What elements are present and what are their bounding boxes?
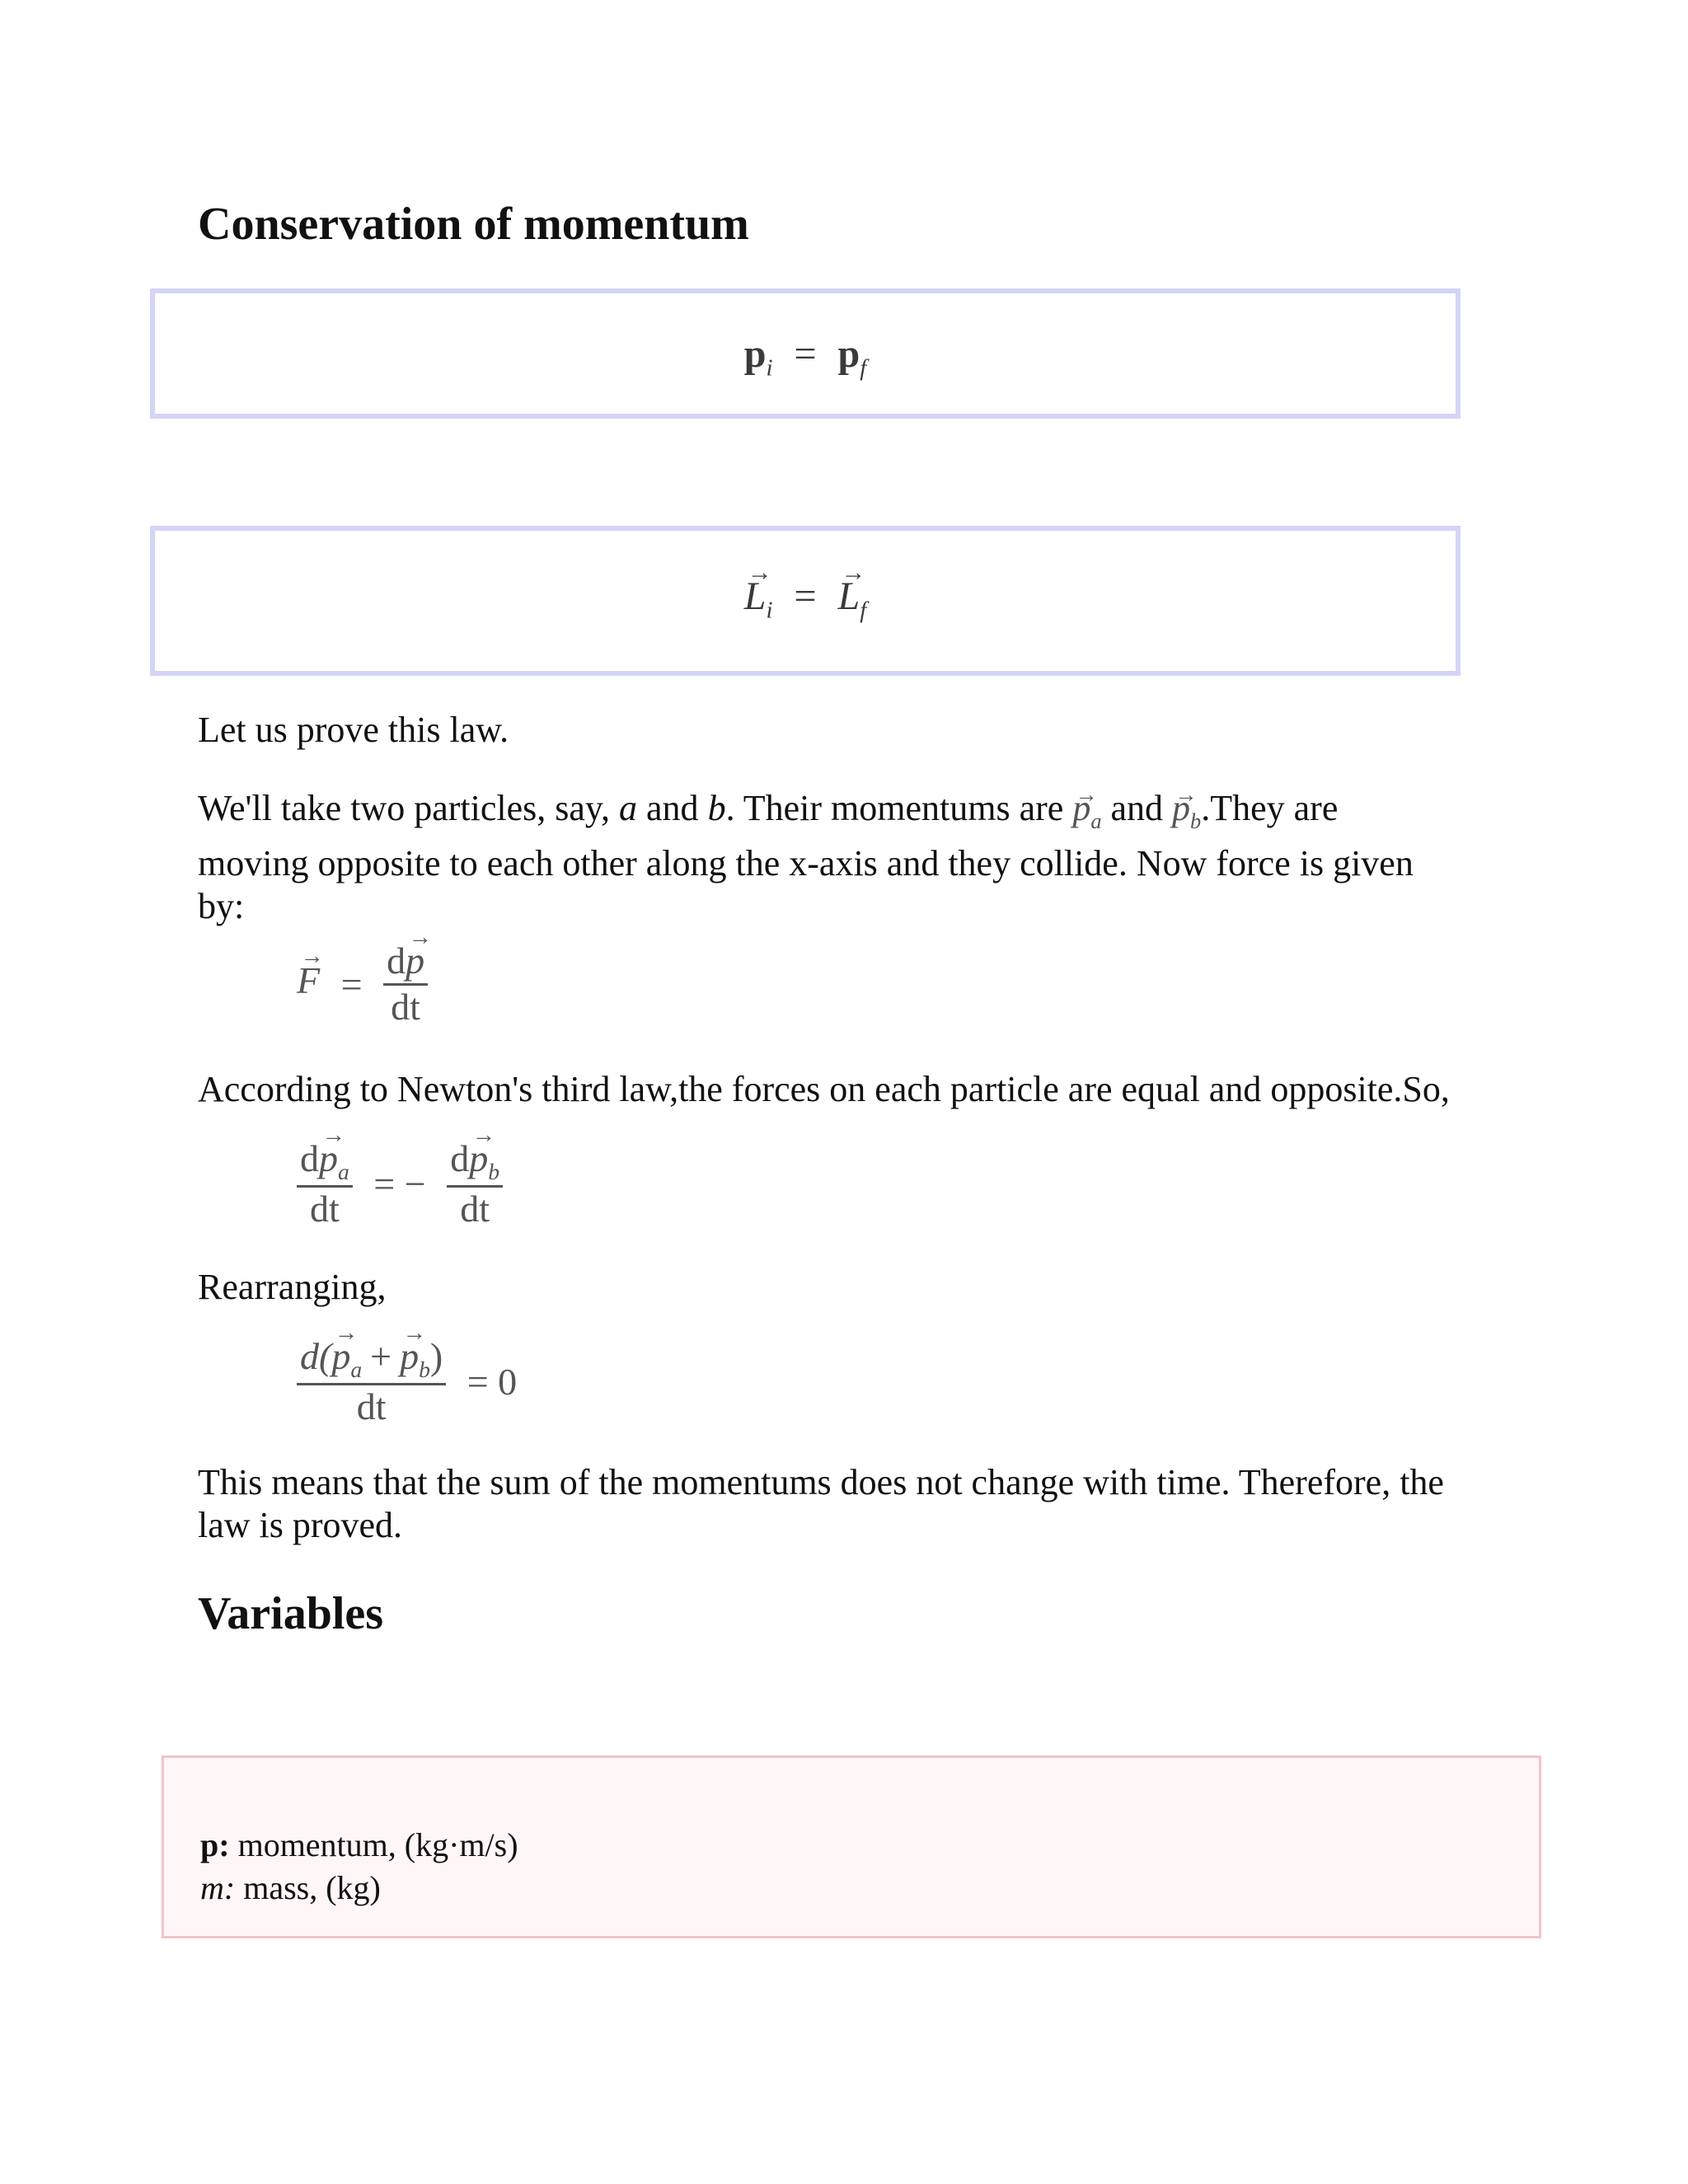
third-law-equation: $\frac{d\to p_a}{dt}$ = − $\frac{d\to p_b}{dt}$ bbox=[297, 1137, 503, 1231]
particles-line-2: moving opposite to each other along the x-axis and they collide. Now force is given bbox=[198, 842, 1414, 883]
particles-line-1: We'll take two particles, say, a and b. Their momentums are → $p_a$ and → $p_b.They$ are bbox=[198, 787, 1484, 842]
variables-box bbox=[162, 1755, 1541, 1938]
conclusion-line-1: This means that the sum of the momentums does not change with time. Therefore, the bbox=[198, 1462, 1444, 1502]
variables-heading: Variables bbox=[198, 1588, 384, 1639]
momentum-equation-box bbox=[150, 288, 1461, 419]
newton-third-law-text: According to Newton's third law,the forces on each particle are equal and opposite.So, bbox=[198, 1069, 1450, 1109]
conclusion-line-2: law is proved. bbox=[198, 1505, 403, 1545]
force-equation: → F = $\frac{d\to p}{dt}$ bbox=[297, 940, 428, 1029]
particles-paragraph bbox=[198, 787, 1484, 928]
particles-line-3: by: bbox=[198, 885, 245, 926]
conclusion-paragraph bbox=[198, 1461, 1484, 1547]
prove-statement: Let us prove this law. bbox=[198, 710, 509, 750]
momentum-equation: $p_i = p_f$ bbox=[743, 332, 867, 382]
sum-derivative-equation: $\frac{d(\to p_a +\to p_b)}{dt}$ = 0 bbox=[297, 1335, 528, 1429]
rearranging-text: Rearranging, bbox=[198, 1267, 387, 1307]
page-title: Conservation of momentum bbox=[198, 199, 749, 250]
angular-momentum-equation-box bbox=[150, 526, 1461, 676]
angular-momentum-equation: → $L_i$ = → $L_f$ bbox=[155, 574, 1456, 625]
variable-item-mass: m: mass, (kg) bbox=[200, 1869, 381, 1906]
variable-item-momentum: p: momentum, (kg·m/s) bbox=[200, 1826, 518, 1863]
